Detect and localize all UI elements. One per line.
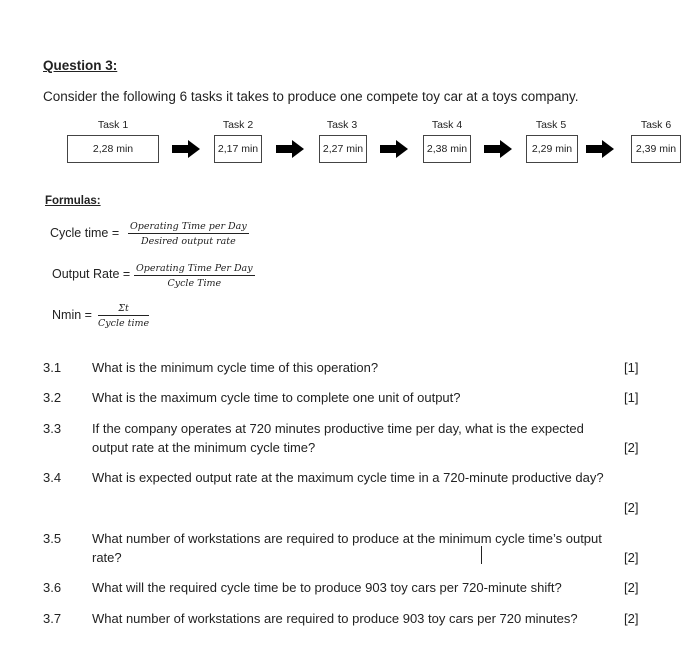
output-rate-label: Output Rate = (52, 267, 131, 281)
question-marks: [2] (624, 500, 639, 515)
question-text: What number of workstations are required to produce 903 toy cars per 720 minutes? (92, 611, 578, 626)
arrow-right-icon (586, 140, 614, 158)
intro-text: Consider the following 6 tasks it takes to produce one compete toy car at a toys company. (43, 89, 579, 104)
output-rate-denominator: Cycle Time (167, 278, 222, 289)
cycle-time-fraction (128, 221, 249, 247)
task-3-box: 2,27 min (319, 135, 367, 163)
question-number: 3.3 (43, 421, 62, 436)
cycle-time-numerator: Operating Time per Day (130, 221, 247, 232)
question-text: What is the maximum cycle time to complete one unit of output? (92, 390, 461, 405)
arrow-right-icon (380, 140, 408, 158)
question-marks: [2] (624, 580, 639, 595)
task-3-label: Task 3 (326, 119, 358, 131)
question-marks: [1] (624, 390, 639, 405)
question-text: If the company operates at 720 minutes productive time per day, what is the expected (92, 421, 584, 436)
task-1-label: Task 1 (97, 119, 129, 131)
question-text-continued: rate? (92, 550, 122, 565)
question-number: 3.1 (43, 360, 62, 375)
task-6-box: 2,39 min (631, 135, 681, 163)
question-text-continued: output rate at the minimum cycle time? (92, 440, 316, 455)
task-2-label: Task 2 (222, 119, 254, 131)
question-marks: [1] (624, 360, 639, 375)
question-number: 3.6 (43, 580, 62, 595)
nmin-fraction (98, 303, 149, 329)
nmin-denominator: Cycle time (98, 318, 150, 329)
question-number: 3.2 (43, 390, 62, 405)
task-2-box: 2,17 min (214, 135, 262, 163)
question-text: What is expected output rate at the maximum cycle time in a 720-minute productive day? (92, 470, 604, 485)
task-4-label: Task 4 (431, 119, 463, 131)
question-text: What number of workstations are required to produce at the minimum cycle time’s output (92, 531, 602, 546)
task-4-box: 2,38 min (423, 135, 471, 163)
output-rate-fraction (134, 263, 255, 289)
question-number: 3.4 (43, 470, 62, 485)
output-rate-numerator: Operating Time Per Day (136, 263, 253, 274)
task-5-box: 2,29 min (526, 135, 578, 163)
task-6-label: Task 6 (640, 119, 672, 131)
arrow-right-icon (276, 140, 304, 158)
text-cursor (481, 546, 482, 564)
arrow-right-icon (484, 140, 512, 158)
question-marks: [2] (624, 440, 639, 455)
question-marks: [2] (624, 550, 639, 565)
nmin-numerator: Σt (98, 303, 149, 316)
task-1-box: 2,28 min (67, 135, 159, 163)
cycle-time-denominator: Desired output rate (140, 236, 236, 247)
formulas-heading: Formulas: (45, 195, 101, 207)
question-text: What is the minimum cycle time of this operation? (92, 360, 379, 375)
task-5-label: Task 5 (535, 119, 567, 131)
question-title: Question 3: (43, 58, 118, 73)
question-number: 3.7 (43, 611, 62, 626)
cycle-time-label: Cycle time = (50, 226, 120, 240)
question-marks: [2] (624, 611, 639, 626)
arrow-right-icon (172, 140, 200, 158)
nmin-label: Nmin = (52, 308, 92, 322)
question-text: What will the required cycle time be to produce 903 toy cars per 720-minute shift? (92, 580, 562, 595)
question-number: 3.5 (43, 531, 62, 546)
